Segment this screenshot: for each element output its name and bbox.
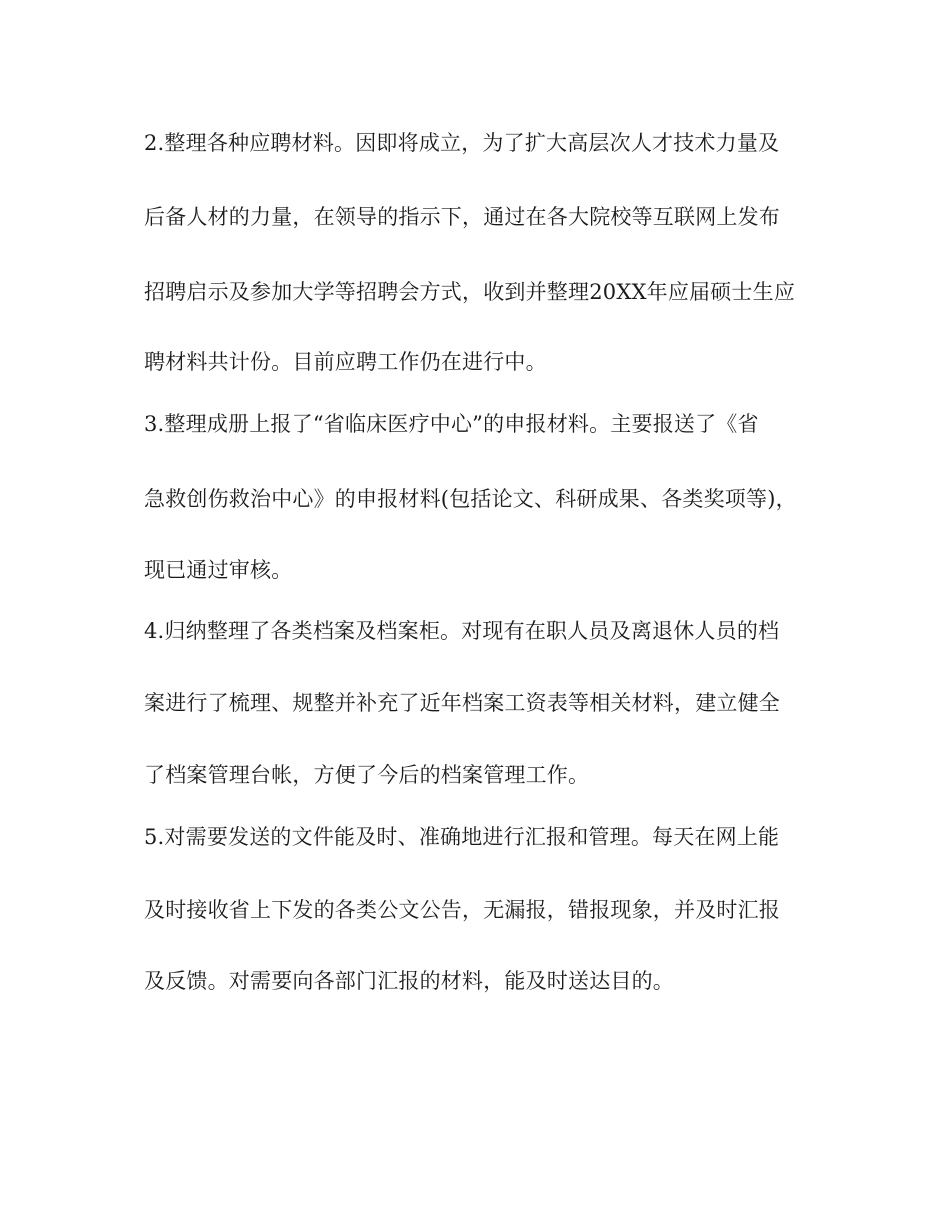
paragraph-3-line-1: 3.整理成册上报了“省临床医疗中心”的申报材料。主要报送了《省 <box>144 412 759 436</box>
paragraph-3-line-2: 急救创伤救治中心》的申报材料(包括论文、科研成果、各类奖项等)， <box>144 487 797 511</box>
paragraph-2-line-4: 聘材料共计份。目前应聘工作仍在进行中。 <box>144 350 547 374</box>
paragraph-5-line-1: 5.对需要发送的文件能及时、准确地进行汇报和管理。每天在网上能 <box>144 825 780 849</box>
paragraph-4-line-3: 了档案管理台帐，方便了今后的档案管理工作。 <box>144 763 590 787</box>
paragraph-3-line-3: 现已通过审核。 <box>144 558 293 582</box>
paragraph-2-line-1: 2.整理各种应聘材料。因即将成立，为了扩大高层次人才技术力量及 <box>144 131 780 155</box>
paragraph-5-line-2: 及时接收省上下发的各类公文公告，无漏报，错报现象，并及时汇报 <box>144 898 780 922</box>
paragraph-2-line-2: 后备人材的力量，在领导的指示下，通过在各大院校等互联网上发布 <box>144 205 780 229</box>
paragraph-4-line-2: 案进行了梳理、规整并补充了近年档案工资表等相关材料，建立健全 <box>144 691 780 715</box>
paragraph-4-line-1: 4.归纳整理了各类档案及档案柜。对现有在职人员及离退休人员的档 <box>144 619 780 643</box>
paragraph-5-line-3: 及反馈。对需要向各部门汇报的材料，能及时送达目的。 <box>144 969 674 993</box>
paragraph-2-line-3: 招聘启示及参加大学等招聘会方式，收到并整理20XX年应届硕士生应 <box>144 280 796 304</box>
